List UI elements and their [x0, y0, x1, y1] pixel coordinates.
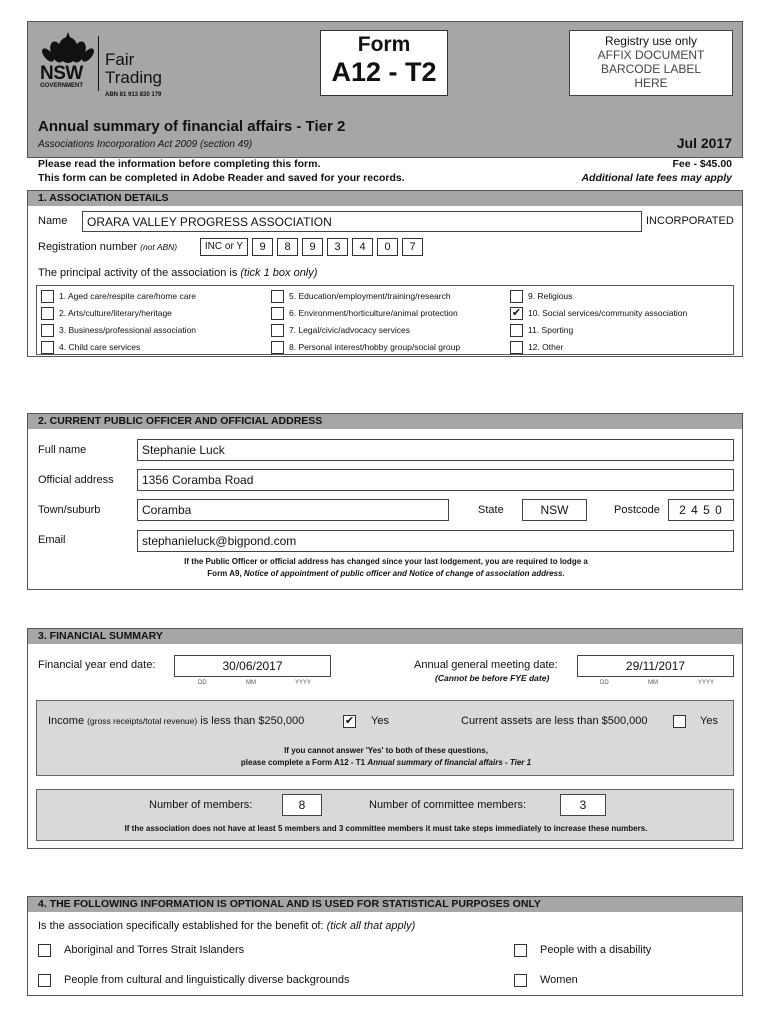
activity-label-item: 6. Environment/horticulture/animal protection [289, 308, 458, 318]
registration-number-field[interactable] [200, 238, 422, 258]
page-title: Annual summary of financial affairs - Tier 2 [38, 118, 346, 135]
town-label: Town/suburb [38, 504, 101, 516]
benefit-checkbox[interactable] [514, 974, 527, 987]
address-label: Official address [38, 474, 114, 486]
registration-label [38, 241, 177, 253]
registration-digit: 3 [327, 238, 348, 256]
instruction-line-1: Please read the information before completing this form. [38, 158, 321, 170]
agm-mm-hint: MM [648, 680, 658, 686]
form-a9-title: Notice of appointment of public officer and Notice of change of association address. [243, 569, 565, 578]
agm-label: Annual general meeting date: [414, 659, 558, 671]
section-2-heading: 2. CURRENT PUBLIC OFFICER AND OFFICIAL ADDRESS [28, 414, 742, 429]
section-statistical-info [27, 896, 743, 996]
section-1-heading: 1. ASSOCIATION DETAILS [28, 191, 742, 206]
registry-text: AFFIX DOCUMENT BARCODE LABEL HERE [597, 48, 705, 90]
postcode-field[interactable]: 2 4 5 0 [668, 499, 734, 521]
postcode-label: Postcode [614, 504, 660, 516]
activity-checkbox[interactable] [41, 290, 54, 303]
assets-yes-checkbox[interactable] [673, 715, 686, 728]
activity-label-item: 1. Aged care/respite care/home care [59, 291, 197, 301]
fee-text: Fee - $45.00 [672, 158, 732, 170]
activity-checkbox[interactable] [271, 341, 284, 354]
registry-box [569, 30, 733, 96]
activity-label-text: The principal activity of the association is [38, 267, 238, 279]
email-field[interactable]: stephanieluck@bigpond.com [137, 530, 734, 552]
activity-checkbox[interactable] [510, 290, 523, 303]
fye-mm-hint: MM [246, 680, 256, 686]
activity-checkbox[interactable] [41, 307, 54, 320]
section-association-details [27, 190, 743, 357]
activity-checkbox[interactable] [41, 324, 54, 337]
activity-label-item: 3. Business/professional association [59, 325, 197, 335]
registration-digit: 9 [252, 238, 273, 256]
form-code: A12 - T2 [331, 57, 437, 87]
committee-field[interactable]: 3 [560, 794, 606, 816]
activity-label-item: 2. Arts/culture/literary/heritage [59, 308, 172, 318]
address-change-note [28, 556, 744, 580]
members-note: If the association does not have at least 5 members and 3 committee members it must take steps immediately to increase these numbers. [124, 824, 648, 833]
registration-digit: 8 [277, 238, 298, 256]
fye-yyyy-hint: YYYY [295, 680, 312, 686]
benefit-checkbox[interactable] [514, 944, 527, 957]
activity-label-item: 10. Social services/community association [528, 308, 688, 318]
income-text: Income [48, 715, 88, 727]
page-subtitle: Associations Incorporation Act 2009 (section 49) [38, 139, 253, 150]
fullname-label: Full name [38, 444, 87, 456]
form-label: Form [357, 33, 411, 56]
tier-note-title: Annual summary of financial affairs - Tier 1 [367, 758, 532, 767]
registration-label-text: Registration number [38, 241, 138, 253]
instruction-line-2: This form can be completed in Adobe Reader and saved for your records. [38, 172, 405, 184]
address-change-note-line-2 [28, 568, 744, 580]
activity-label-item: 8. Personal interest/hobby group/social group [289, 342, 461, 352]
benefit-label: People from cultural and linguistically diverse backgrounds [64, 974, 350, 986]
registration-note: (not ABN) [140, 242, 178, 252]
logo-nsw-text: NSW [40, 63, 83, 84]
activity-label-item: 4. Child care services [59, 342, 141, 352]
income-yes-checkbox[interactable]: ✔ [344, 715, 355, 727]
assets-yes-label: Yes [700, 715, 718, 727]
tier-note-form: please complete a Form A12 - T1 [240, 758, 368, 767]
fullname-field[interactable]: Stephanie Luck [137, 439, 734, 461]
registration-digit: 9 [302, 238, 323, 256]
income-threshold: is less than $250,000 [197, 715, 305, 727]
activity-label-item: 11. Sporting [528, 325, 574, 335]
activity-grid [36, 285, 734, 355]
income-note: (gross receipts/total revenue) [87, 716, 198, 726]
agm-date-field[interactable]: 29/11/2017 [577, 655, 734, 677]
agm-note: (Cannot be before FYE date) [435, 673, 550, 683]
activity-checkbox[interactable]: ✔ [511, 307, 522, 319]
address-change-note-line-1: If the Public Officer or official address has changed since your last lodgement, you are required to lodge a [184, 557, 588, 566]
address-field[interactable]: 1356 Coramba Road [137, 469, 734, 491]
benefit-question-text: Is the association specifically established for the benefit of: [38, 920, 324, 932]
registry-title: Registry use only [604, 34, 698, 48]
benefit-label: People with a disability [540, 944, 652, 956]
section-financial-summary [27, 628, 743, 849]
town-field[interactable]: Coramba [137, 499, 449, 521]
activity-checkbox[interactable] [271, 307, 284, 320]
benefit-question-note: (tick all that apply) [326, 920, 416, 932]
members-label: Number of members: [149, 799, 253, 811]
section-3-heading: 3. FINANCIAL SUMMARY [28, 629, 742, 644]
members-panel [36, 789, 734, 841]
late-fee-text: Additional late fees may apply [581, 172, 732, 184]
activity-label-item: 5. Education/employment/training/research [289, 291, 451, 301]
committee-label: Number of committee members: [369, 799, 527, 811]
tier-note-line-2 [37, 757, 735, 769]
benefit-checkbox[interactable] [38, 944, 51, 957]
registration-digit: 7 [402, 238, 423, 256]
registration-digit: 0 [377, 238, 398, 256]
activity-checkbox[interactable] [510, 341, 523, 354]
registration-digit: 4 [352, 238, 373, 256]
benefit-question [38, 920, 415, 932]
members-field[interactable]: 8 [282, 794, 322, 816]
email-label: Email [38, 534, 66, 546]
activity-checkbox[interactable] [271, 324, 284, 337]
activity-checkbox[interactable] [271, 290, 284, 303]
tier-note-line-1: If you cannot answer 'Yes' to both of these questions, [284, 746, 488, 755]
activity-label [38, 267, 317, 279]
benefit-checkbox[interactable] [38, 974, 51, 987]
inc-prefix-box: INC or Y [200, 238, 248, 256]
fye-dd-hint: DD [198, 680, 207, 686]
section-4-heading: 4. THE FOLLOWING INFORMATION IS OPTIONAL AND IS USED FOR STATISTICAL PURPOSES ONLY [28, 897, 742, 912]
state-label: State [478, 504, 504, 516]
benefit-label: Women [540, 974, 578, 986]
fye-label: Financial year end date: [38, 659, 156, 671]
form-code-box [320, 30, 448, 96]
state-field[interactable]: NSW [522, 499, 587, 521]
logo-fair-text: Fair [105, 50, 135, 69]
income-yes-label: Yes [371, 715, 389, 727]
activity-label-item: 9. Religious [528, 291, 573, 301]
activity-checkbox[interactable] [41, 341, 54, 354]
benefit-label: Aboriginal and Torres Strait Islanders [64, 944, 245, 956]
logo-trading-text: Trading [105, 68, 163, 87]
logo-divider [98, 36, 99, 91]
activity-checkbox[interactable] [510, 324, 523, 337]
section-public-officer [27, 413, 743, 590]
incorporated-label: INCORPORATED [646, 215, 734, 227]
activity-label-item: 7. Legal/civic/advocacy services [289, 325, 410, 335]
form-date: Jul 2017 [676, 135, 732, 151]
logo-government-text: GOVERNMENT [40, 83, 84, 89]
agm-yyyy-hint: YYYY [698, 680, 715, 686]
income-label [48, 715, 304, 727]
activity-label-item: 12. Other [528, 342, 564, 352]
waratah-icon [40, 30, 96, 64]
activity-note: (tick 1 box only) [240, 267, 318, 279]
agm-dd-hint: DD [600, 680, 609, 686]
fye-date-field[interactable]: 30/06/2017 [174, 655, 331, 677]
nsw-logo [38, 30, 98, 92]
header-banner [27, 21, 743, 158]
income-assets-panel [36, 700, 734, 776]
abn-text: ABN 81 913 830 179 [105, 92, 162, 98]
assets-label: Current assets are less than $500,000 [461, 715, 648, 727]
form-a9-text: Form A9, [207, 569, 244, 578]
tier-note [37, 745, 735, 769]
name-label: Name [38, 215, 68, 227]
association-name-field[interactable]: ORARA VALLEY PROGRESS ASSOCIATION [82, 211, 642, 232]
